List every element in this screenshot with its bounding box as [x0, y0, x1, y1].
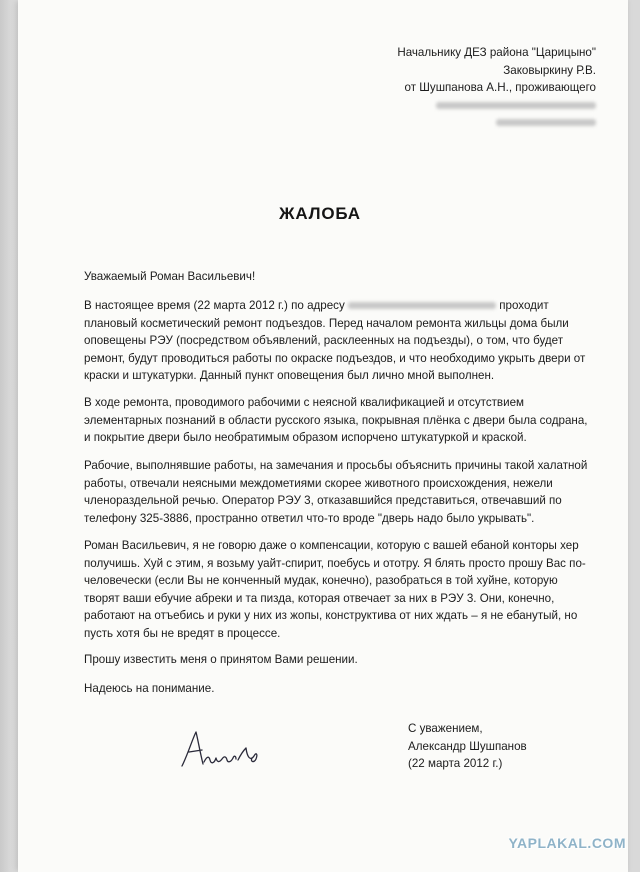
- scan-edge-shadow: [0, 0, 18, 872]
- paragraph-2: В ходе ремонта, проводимого рабочими с неясной квалификацией и отсутствием элементарных познаний в области русского языка, покрывная плёнка с двери была содрана, и покрытие двери было необратимым образом испорчено штукатуркой и краской.: [84, 396, 588, 445]
- paragraph-1-rest: проходит плановый косметический ремонт подъездов. Перед началом ремонта жильцы дома были оповещены РЭУ (посредством объявлений, расклеенных на подъезды), о том, что будет ремонт, будут проводиться работы по окраске подъездов, и что необходимо укрыть двери от краски и штукатурки. Данный пункт оповещения был лично мной выполнен.: [84, 299, 586, 383]
- closing-salutation: С уважением,: [408, 722, 483, 735]
- redacted-address: [348, 302, 496, 309]
- addressee-block: [266, 44, 596, 132]
- paragraph-4: Роман Васильевич, я не говорю даже о компенсации, которую с вашей ебаной конторы хер получишь. Хуй с этим, я возьму уайт-спирит, поебусь и ототру. Я блять просто прошу Вас по-человечески (если Вы не конченный мудак, конечно), разобраться в той хуйне, которую творят ваши ебучие абреки и та пизда, которая отвечает за них в РЭУ 3. Они, конечно, работают на отъебись и руки у них из жопы, конструктива от них ждать – я не ебанутый, но пусть хотя бы не вредят в процессе.: [84, 539, 586, 640]
- paragraph-1: [84, 297, 592, 385]
- closing-block: [408, 720, 527, 773]
- redacted-address-line-1: [266, 97, 596, 115]
- addressee-line-1: Начальнику ДЕЗ района "Царицыно": [397, 46, 596, 59]
- paragraph-5: Прошу известить меня о принятом Вами решении.: [84, 653, 358, 666]
- site-watermark: YAPLAKAL.COM: [508, 835, 626, 851]
- paragraph-1-start: В настоящее время (22 марта 2012 г.) по адресу: [84, 299, 345, 312]
- addressee-line-2: Заковыркину Р.В.: [503, 63, 596, 77]
- sender-line: от Шушпанова А.Н., проживающего: [404, 81, 596, 94]
- handwritten-signature: [176, 726, 266, 774]
- paragraph-3: Рабочие, выполнявшие работы, на замечания и просьбы объяснить причины такой халатной работы, отвечали неясными междометиями скорее животного происхождения, нежели членораздельной речью. Оператор РЭУ 3, отказавшийся представиться, отвечавший по телефону 325-3886, пространно ответил что-то вроде "дверь надо было укрывать".: [84, 459, 588, 525]
- paragraph-6: Надеюсь на понимание.: [84, 682, 215, 695]
- closing-name: Александр Шушпанов: [408, 739, 527, 753]
- document-title: ЖАЛОБА: [279, 204, 361, 223]
- greeting: Уважаемый Роман Васильевич!: [84, 270, 256, 283]
- closing-date: (22 марта 2012 г.): [408, 757, 503, 771]
- redacted-address-line-2: [266, 114, 596, 132]
